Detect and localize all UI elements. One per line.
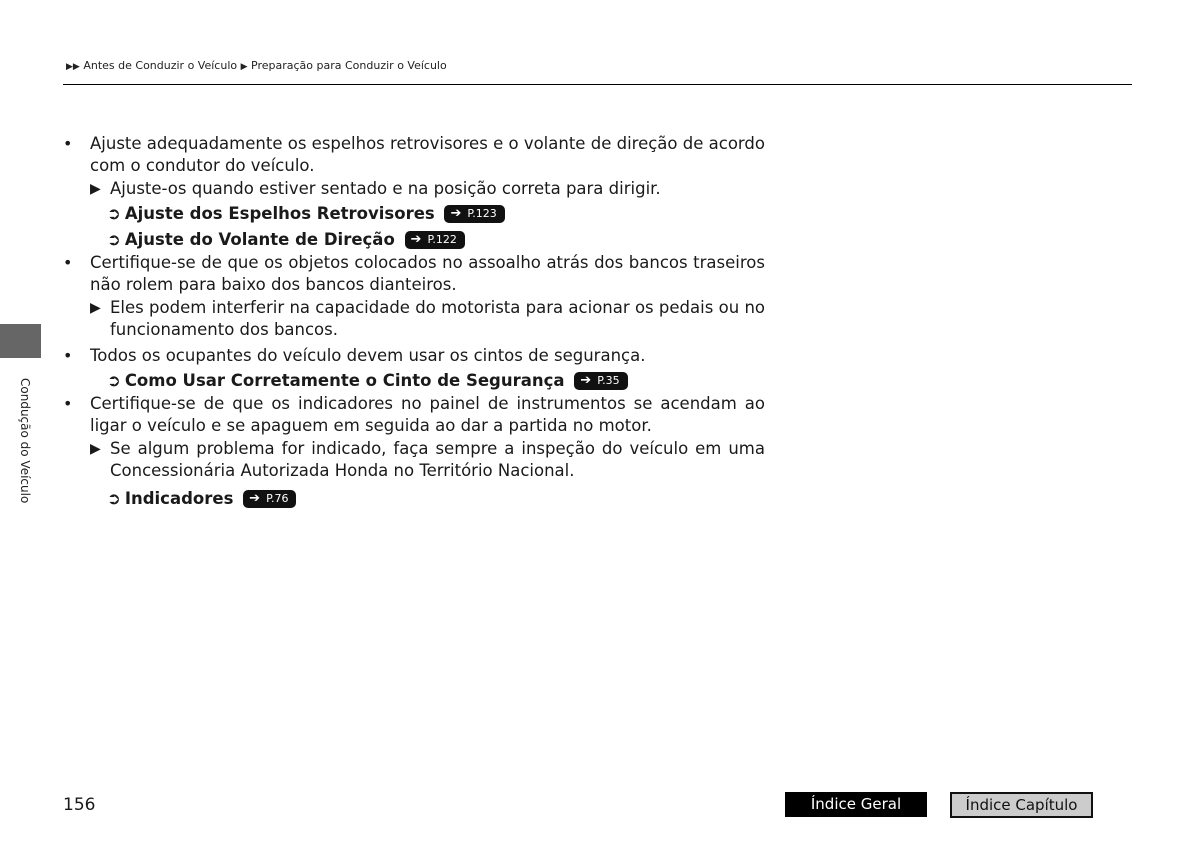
general-index-button[interactable]: Índice Geral (785, 792, 927, 817)
bullet-icon: • (63, 253, 73, 272)
main-content (63, 133, 765, 511)
page-reference-badge[interactable] (444, 205, 504, 223)
right-arrow-icon: ➔ (580, 373, 592, 388)
right-arrow-icon: ➔ (410, 232, 422, 247)
header-divider (63, 84, 1132, 85)
double-triangle-icon: ▶▶ (66, 62, 80, 72)
reference-arrow-icon: ➲ (107, 371, 121, 390)
breadcrumb-section-link[interactable]: Antes de Conduzir o Veículo (83, 59, 238, 72)
bullet-item (63, 345, 765, 367)
page-reference-number: P.76 (266, 492, 289, 505)
page-reference-badge[interactable] (574, 372, 627, 390)
page-reference-badge[interactable] (405, 231, 465, 249)
bullet-text: Certifique-se de que os objetos colocados no assoalho atrás dos bancos traseiros não rolem para baixo dos bancos dianteiros. (90, 253, 765, 294)
bullet-text: Todos os ocupantes do veículo devem usar os cintos de segurança. (90, 346, 646, 365)
breadcrumb-subsection-link[interactable]: Preparação para Conduzir o Veículo (251, 59, 447, 72)
triangle-arrow-icon: ▶ (90, 300, 101, 316)
triangle-separator-icon: ▶ (240, 62, 248, 72)
cross-reference-link[interactable] (63, 486, 765, 511)
bullet-text: Ajuste adequadamente os espelhos retrovisores e o volante de direção de acordo com o condutor do veículo. (90, 134, 765, 175)
page-reference-badge[interactable] (243, 490, 296, 508)
bullet-item (63, 393, 765, 437)
cross-reference-link[interactable] (63, 368, 765, 393)
triangle-arrow-icon: ▶ (90, 441, 101, 457)
bullet-icon: • (63, 346, 73, 365)
sub-note (63, 297, 765, 341)
reference-arrow-icon: ➲ (107, 230, 121, 249)
cross-reference-link[interactable] (63, 201, 765, 226)
sub-note (63, 178, 765, 200)
reference-arrow-icon: ➲ (107, 204, 121, 223)
breadcrumb (66, 59, 447, 72)
bullet-item (63, 133, 765, 177)
reference-label[interactable]: Ajuste dos Espelhos Retrovisores (124, 204, 435, 223)
reference-label[interactable]: Indicadores (124, 489, 234, 508)
page-reference-number: P.123 (467, 207, 497, 220)
right-arrow-icon: ➔ (249, 491, 261, 506)
page-reference-number: P.122 (427, 233, 457, 246)
triangle-arrow-icon: ▶ (90, 181, 101, 197)
reference-arrow-icon: ➲ (107, 489, 121, 508)
chapter-side-label: Condução do Veículo (18, 378, 32, 504)
sub-note-text: Eles podem interferir na capacidade do motorista para acionar os pedais ou no funcionamento dos bancos. (110, 298, 765, 339)
right-arrow-icon: ➔ (450, 206, 462, 221)
bullet-item (63, 252, 765, 296)
bullet-icon: • (63, 134, 73, 153)
sub-note-text: Se algum problema for indicado, faça sempre a inspeção do veículo em uma Concessionária Autorizada Honda no Território Nacional. (110, 439, 765, 480)
page-reference-number: P.35 (597, 374, 620, 387)
reference-label[interactable]: Como Usar Corretamente o Cinto de Segurança (124, 371, 565, 390)
cross-reference-link[interactable] (63, 227, 765, 252)
bullet-text: Certifique-se de que os indicadores no painel de instrumentos se acendam ao ligar o veículo e se apaguem em seguida ao dar a partida no motor. (90, 394, 765, 435)
chapter-index-button[interactable]: Índice Capítulo (950, 792, 1093, 818)
bullet-icon: • (63, 394, 73, 413)
chapter-tab-marker[interactable] (0, 324, 41, 358)
reference-label[interactable]: Ajuste do Volante de Direção (124, 230, 395, 249)
sub-note-text: Ajuste-os quando estiver sentado e na posição correta para dirigir. (110, 179, 661, 198)
sub-note (63, 438, 765, 482)
page-number: 156 (63, 795, 96, 815)
